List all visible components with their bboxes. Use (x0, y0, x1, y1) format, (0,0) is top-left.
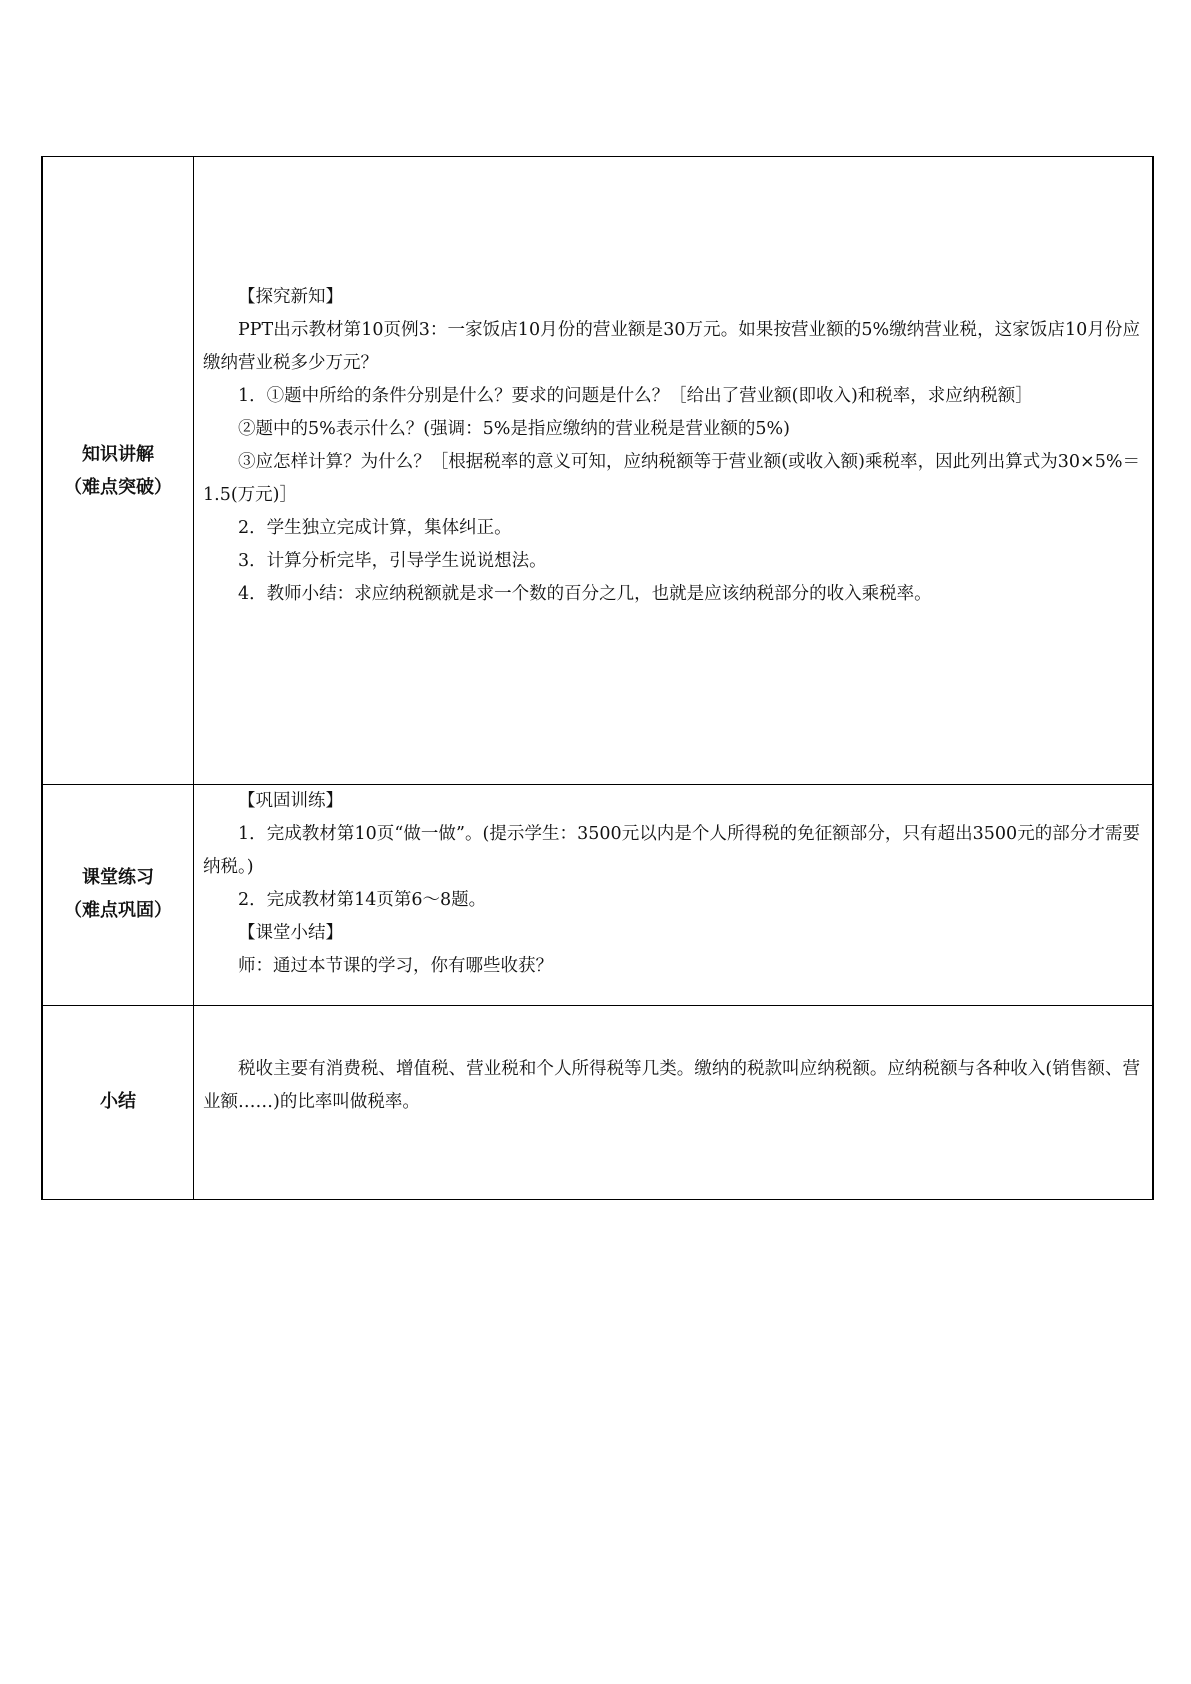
row-label-summary (43, 1085, 193, 1118)
row-content-summary (203, 1053, 1140, 1119)
row-label-subtitle: （难点突破） (64, 477, 172, 498)
row-label-title: 课堂练习 (82, 867, 154, 888)
row-label-subtitle: （难点巩固） (64, 900, 172, 921)
paragraph: 1．①题中所给的条件分别是什么？要求的问题是什么？［给出了营业额(即收入)和税率，求应纳税额］ (238, 386, 1033, 406)
paragraph: 4．教师小结：求应纳税额就是求一个数的百分之几，也就是应该纳税部分的收入乘税率。 (238, 584, 932, 604)
row-label-knowledge (43, 438, 193, 504)
column-divider (193, 157, 194, 1199)
paragraph: 2．完成教材第14页第6～8题。 (238, 890, 487, 910)
paragraph: 税收主要有消费税、增值税、营业税和个人所得税等几类。缴纳的税款叫应纳税额。应纳税额与各种收入(销售额、营业额……)的比率叫做税率。 (203, 1059, 1140, 1112)
section-heading: 【巩固训练】 (238, 791, 343, 811)
lesson-plan-table (41, 156, 1154, 1200)
row-content-practice (203, 785, 1140, 983)
paragraph: PPT出示教材第10页例3：一家饭店10月份的营业额是30万元。如果按营业额的5%缴纳营业税，这家饭店10月份应缴纳营业税多少万元？ (203, 320, 1140, 373)
row-content-knowledge (203, 281, 1140, 611)
row-label-title: 小结 (100, 1091, 136, 1112)
paragraph: 3．计算分析完毕，引导学生说说想法。 (238, 551, 547, 571)
section-heading: 【探究新知】 (238, 287, 343, 307)
section-heading: 【课堂小结】 (238, 923, 343, 943)
paragraph: 2．学生独立完成计算，集体纠正。 (238, 518, 512, 538)
row-divider (43, 1005, 1152, 1006)
paragraph: 1．完成教材第10页“做一做”。(提示学生：3500元以内是个人所得税的免征额部分，只有超出3500元的部分才需要纳税。) (203, 824, 1140, 877)
row-label-practice (43, 861, 193, 927)
paragraph: ③应怎样计算？为什么？［根据税率的意义可知，应纳税额等于营业额(或收入额)乘税率，因此列出算式为30×5%＝1.5(万元)］ (203, 452, 1140, 505)
paragraph: 师：通过本节课的学习，你有哪些收获？ (238, 956, 553, 976)
paragraph: ②题中的5%表示什么？(强调：5%是指应缴纳的营业税是营业额的5%) (238, 419, 790, 439)
row-label-title: 知识讲解 (82, 444, 154, 465)
